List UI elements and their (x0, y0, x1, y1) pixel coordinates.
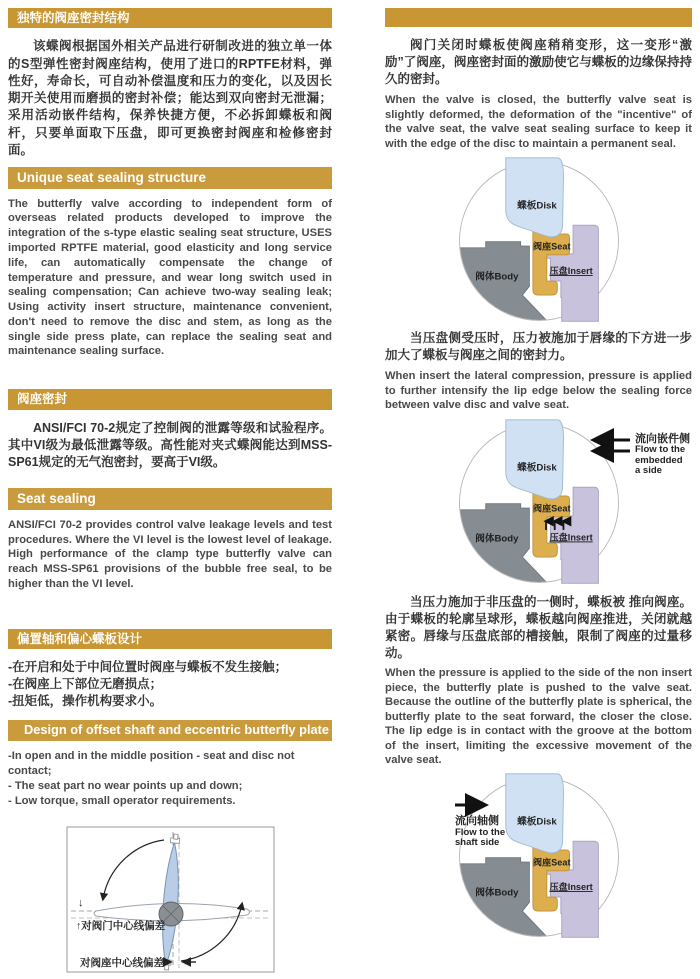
insert-label: 压盘Insert (548, 881, 593, 892)
section-header-seat-sealing-en: Seat sealing (8, 488, 332, 510)
paragraph-closed-seal-en: When the valve is closed, the butterfly valve seat is slightly deformed, the deformation of the "incentive" of the valve seat, the valve seat sealing surface to keep it with the edge of the disc to maintain a permanent seal. (385, 94, 692, 150)
paragraph-insert-side-zh: 当压盘侧受压时，压力被施加于唇缘的下方进一步加大了蝶板与阀座之间的密封力。 (385, 331, 692, 363)
paragraph-unique-seal-en: The butterfly valve according to independent form of overseas related products developed to improve the integration of the s-type elastic sealing seat structure, USES imported RPTFE material, good elasticity and long service life, can automatically compensate the change of temperature and pressure, and wear long switch used in sealing compensation; Can achieve two-way sealing leak; Using activity insert structure, maintenance convenient, don't need to remove the disc and stem, as long as the single side press plate, can replace the sealing seat and maintenance sealing surface. (8, 197, 332, 358)
paragraph-seat-sealing-en: ANSI/FCI 70-2 provides control valve leakage levels and test procedures. Where the VI level is the lowest level of leakage. High performance of the clamp type butterfly valve can reach MSS-SP61 provisions of the bubble free seal, to be higher than the VI level. (8, 518, 332, 590)
disk-shape (505, 420, 563, 499)
disk-label: 蝶板Disk (516, 816, 557, 828)
flow-insert-label-en: Flow to the (635, 444, 686, 456)
valve-section-diagram-3 (385, 773, 692, 939)
valve-centerline-label: ↑对阀门中心线偏差 (76, 920, 166, 933)
flow-insert-label-zh: 流向嵌件侧 (635, 432, 690, 445)
valve-cross-section (456, 157, 622, 323)
seat-label: 阀座Seat (532, 857, 571, 868)
body-label: 阀体Body (474, 533, 518, 545)
bullet-item: -在阀座上下部位无磨损点； (8, 677, 163, 692)
section-header-seat-sealing-zh: 阀座密封 (8, 389, 332, 409)
seat-centerline-label: 对阀座中心线偏差 (80, 957, 164, 970)
flow-insert-label-en: embedded (635, 454, 683, 466)
seat-label: 阀座Seat (532, 503, 571, 514)
flow-left-arrows-icon (590, 436, 630, 458)
seat-label: 阀座Seat (532, 241, 571, 252)
section-header-offset-design-en: Design of offset shaft and eccentric butterfly plate (8, 720, 332, 741)
section-header-unique-seal-zh: 独特的阀座密封结构 (8, 8, 332, 28)
paragraph-unique-seal-zh: 该蝶阀根据国外相关产品进行研制改进的独立单一体的S型弹性密封阀座结构，使用了进口的RPTFE材料，弹性好，寿命长，可自动补偿温度和压力的变化，以及因长期开关使用而磨损的密封补偿；能达到双向密封无泄漏；采用活动嵌件结构，保养快捷方便，不必拆卸蝶板和阀杆，只要单面取下压盘，即可更换密封阀座和检修密封面。 (8, 39, 332, 157)
section-header-unique-seal-en: Unique seat sealing structure (8, 167, 332, 189)
bullet-item: - Low torque, small operator requirements. (8, 794, 236, 807)
right-column (385, 8, 692, 946)
left-column (8, 8, 332, 979)
body-label: 阀体Body (474, 271, 518, 283)
bullet-item: - The seat part no wear points up and down; (8, 779, 243, 792)
flow-right-arrow-icon (455, 800, 489, 810)
bullet-item: -In open and in the middle position - seat and disc not contact; (8, 749, 295, 777)
flow-to-shaft-annotation (455, 797, 535, 849)
paragraph-closed-seal-zh: 阀门关闭时蝶板使阀座稍稍变形，这一变形“激励”了阀座，阀座密封面的激励使它与蝶板的边缘保持持久的密封。 (385, 38, 692, 86)
valve-centerline-down-arrow: ↓ (78, 897, 84, 910)
insert-label: 压盘Insert (548, 532, 593, 543)
bullet-item: -扭矩低，操作机构要求小。 (8, 694, 163, 709)
flow-insert-label-en: a side (635, 465, 662, 477)
paragraph-seat-sealing-zh: ANSI/FCI 70-2规定了控制阀的泄露等级和试验程序。其中VI级为最低泄露等级。高性能对夹式蝶阀能达到MSS-SP61规定的无气泡密封，要高于VI级。 (8, 420, 332, 470)
paragraph-shaft-side-en: When the pressure is applied to the side of the non insert piece, the butterfly plate is pushed to the valve seat. Because the outline of the butterfly plate is spherical, the butterfly plate to the seat forward, the closer the close. The lip edge is in contact with the groove at the bottom of the insert, limiting the excessive movement of the valve seat. (385, 666, 692, 767)
bullet-list-offset-design-en (8, 749, 332, 809)
section-header-offset-design-zh: 偏置轴和偏心蝶板设计 (8, 629, 332, 649)
body-label: 阀体Body (474, 887, 518, 899)
bullet-item: -在开启和处于中间位置时阀座与蝶板不发生接触； (8, 660, 288, 675)
decorative-gold-bar (385, 8, 692, 27)
flow-to-insert-annotation (590, 433, 690, 477)
bullet-list-offset-design-zh (8, 659, 332, 710)
flow-shaft-label-en: Flow to the (455, 826, 506, 838)
eccentric-disc-figure (66, 826, 276, 974)
valve-section-diagram-1 (385, 157, 692, 323)
flow-shaft-label-en: shaft side (455, 837, 500, 849)
flow-shaft-label-zh: 流向轴侧 (455, 814, 499, 827)
paragraph-insert-side-en: When insert the lateral compression, pressure is applied to further intensify the lip edge below the sealing force between valve disc and valve seat. (385, 370, 692, 412)
eccentric-disc-diagram (66, 826, 332, 979)
valve-section-diagram-2 (385, 419, 692, 585)
paragraph-shaft-side-zh: 当压力施加于非压盘的一侧时，蝶板被 推向阀座。由于蝶板的轮廓呈球形，蝶板越向阀座推进，关闭就越紧密。唇缘与压盘底部的槽接触，限制了阀座的过量移动。 (385, 594, 692, 660)
disk-label: 蝶板Disk (516, 200, 557, 212)
disk-label: 蝶板Disk (516, 462, 557, 474)
disk-shape (505, 158, 563, 237)
insert-label: 压盘Insert (548, 266, 593, 277)
